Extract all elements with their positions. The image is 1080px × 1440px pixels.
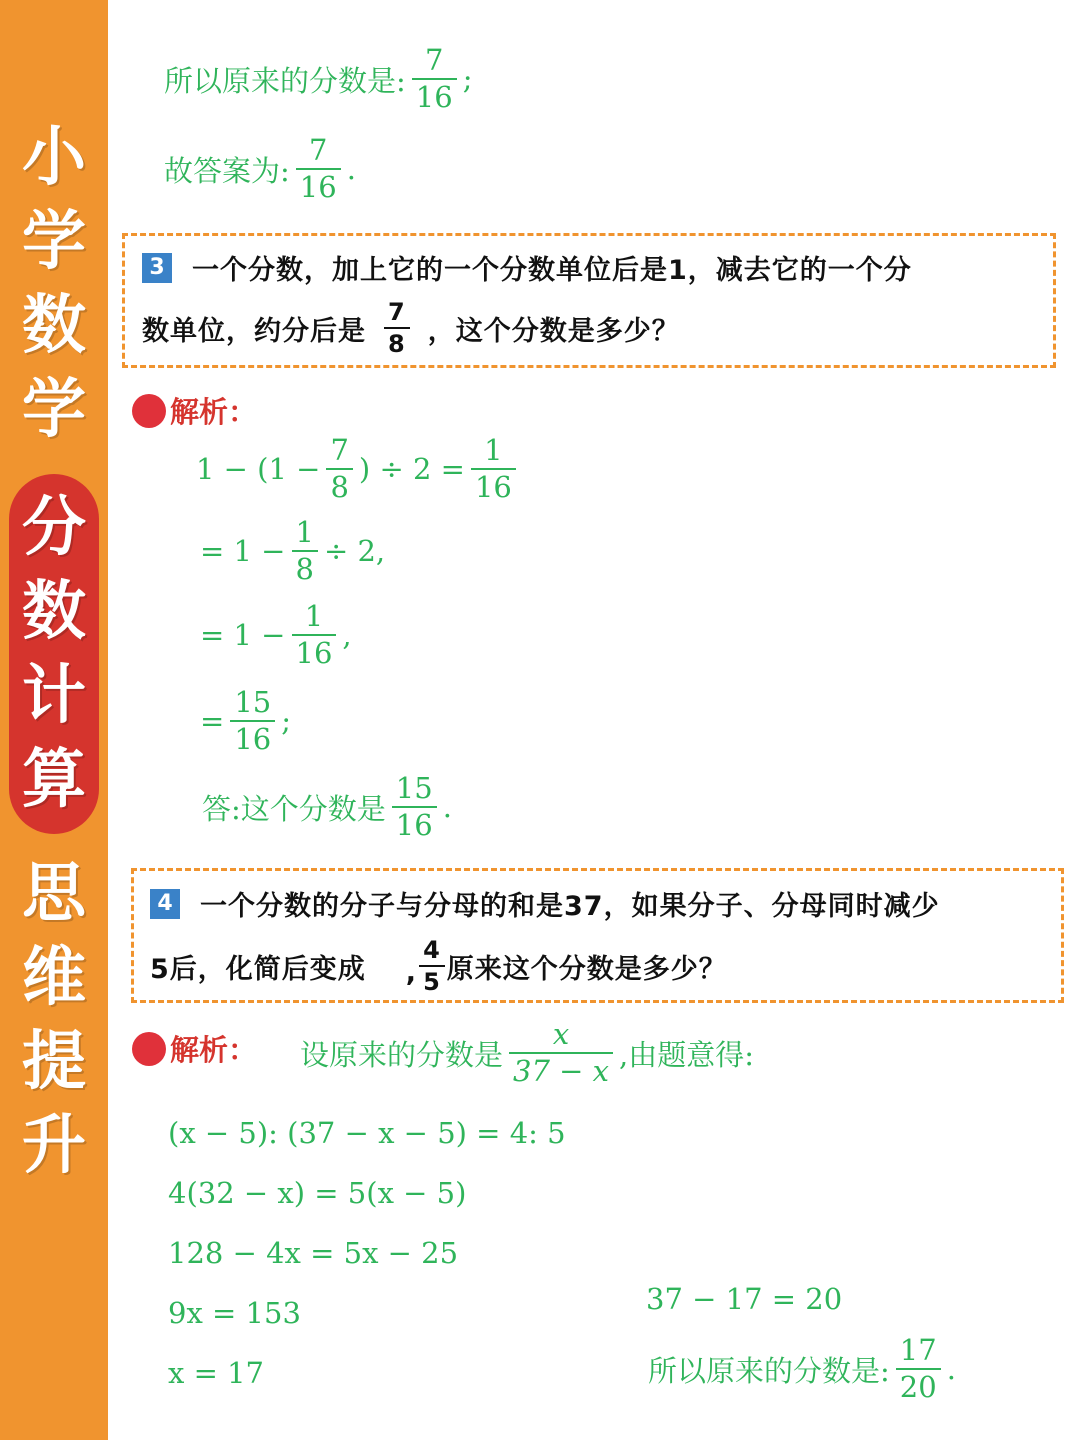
question-number-badge: 4 (150, 889, 180, 919)
sidebar-char: 升 (22, 1109, 86, 1183)
sidebar-char: 数 (22, 575, 86, 649)
math-text: = 1 − (200, 534, 286, 568)
analysis-3-answer (202, 771, 452, 842)
equation-text: x = 17 (168, 1356, 264, 1390)
question-3-line-2 (142, 300, 680, 356)
numerator: 15 (234, 685, 272, 719)
sidebar-title-pill (9, 486, 99, 822)
fraction (292, 515, 318, 586)
question-number-badge: 3 (142, 253, 172, 283)
numerator: 1 (304, 599, 324, 633)
fraction (392, 771, 437, 842)
denominator: 16 (392, 806, 437, 840)
numerator: x (552, 1017, 570, 1051)
final-answer-line (648, 1333, 956, 1404)
punctuation: . (442, 790, 452, 824)
denominator: 16 (296, 168, 341, 202)
numerator: 1 (295, 515, 314, 549)
numerator: 7 (388, 298, 406, 326)
fraction (296, 133, 341, 204)
analysis-4-intro (300, 1017, 755, 1088)
question-4-line-2 (150, 938, 727, 994)
fraction (230, 685, 275, 756)
punctuation: , (405, 957, 418, 988)
equation-1 (168, 1116, 566, 1150)
numerator: 7 (425, 43, 444, 77)
analysis-3-step-1 (196, 433, 522, 504)
analysis-label-text: 解析： (170, 395, 258, 429)
fraction (896, 1333, 941, 1404)
sidebar-char: 学 (22, 373, 86, 447)
prev-answer-line (164, 133, 356, 204)
equation-2 (168, 1176, 466, 1210)
denominator: 8 (326, 468, 352, 502)
prev-result-text: 所以原来的分数是: (164, 63, 406, 98)
prev-result-line (164, 43, 473, 114)
denominator: 16 (471, 468, 516, 502)
equation-3 (168, 1236, 458, 1270)
side-calculation (646, 1282, 842, 1316)
fraction (326, 433, 352, 504)
fraction (384, 300, 410, 356)
fraction (412, 43, 457, 114)
punctuation: . (946, 1352, 956, 1386)
sidebar (0, 0, 108, 1440)
fraction (292, 599, 337, 670)
equation-text: (x − 5): (37 − x − 5) = 4: 5 (168, 1116, 566, 1150)
red-dot-icon (132, 1032, 166, 1066)
analysis-3-step-3 (200, 599, 352, 670)
answer-text: 答:这个分数是 (202, 791, 386, 826)
question-text: 5后，化简后变成 (150, 953, 366, 985)
intro-text: ,由题意得: (619, 1037, 755, 1072)
analysis-3-step-2 (200, 515, 386, 586)
math-text: = (200, 704, 225, 738)
math-text: ) ÷ 2 = (358, 452, 465, 486)
question-4-line-1 (150, 884, 940, 923)
analysis-4-label (132, 1028, 257, 1069)
question-text: 一个分数，加上它的一个分数单位后是1，减去它的一个分 (192, 255, 912, 286)
fraction (471, 433, 516, 504)
punctuation: ; (462, 62, 473, 96)
sidebar-char: 维 (22, 941, 86, 1015)
numerator: 17 (899, 1333, 937, 1367)
sidebar-title-top (0, 116, 108, 452)
denominator: 37 − x (509, 1052, 613, 1086)
numerator: 15 (395, 771, 433, 805)
punctuation: . (346, 152, 356, 186)
denominator: 16 (230, 720, 275, 754)
equation-text: 9x = 153 (168, 1296, 301, 1330)
sidebar-char: 数 (22, 289, 86, 363)
answer-text: 所以原来的分数是: (648, 1353, 890, 1388)
numerator: 4 (423, 936, 441, 964)
equation-5 (168, 1356, 264, 1390)
analysis-3-step-4 (200, 685, 291, 756)
numerator: 7 (309, 133, 328, 167)
math-text: ; (281, 704, 291, 738)
question-text: ，这个分数是多少？ (427, 315, 680, 347)
denominator: 16 (292, 634, 337, 668)
sidebar-char: 算 (22, 743, 86, 817)
question-text: 一个分数的分子与分母的和是37，如果分子、分母同时减少 (200, 891, 940, 922)
fraction (509, 1017, 613, 1088)
sidebar-char: 分 (22, 491, 86, 565)
math-text: = 1 − (200, 618, 286, 652)
intro-text: 设原来的分数是 (300, 1037, 504, 1072)
sidebar-char: 提 (22, 1025, 86, 1099)
denominator: 20 (896, 1368, 941, 1402)
numerator: 7 (330, 433, 349, 467)
equation-text: 37 − 17 = 20 (646, 1282, 843, 1316)
sidebar-char: 小 (22, 121, 86, 195)
analysis-label-text: 解析： (170, 1033, 258, 1067)
denominator: 8 (292, 550, 318, 584)
question-text: 原来这个分数是多少？ (446, 953, 727, 985)
analysis-3-label (132, 390, 257, 431)
equation-text: 128 − 4x = 5x − 25 (168, 1236, 459, 1270)
equation-text: 4(32 − x) = 5(x − 5) (168, 1176, 467, 1210)
numerator: 1 (484, 433, 503, 467)
equation-4 (168, 1296, 301, 1330)
sidebar-char: 思 (22, 857, 86, 931)
math-text: , (342, 618, 352, 652)
sidebar-topic-pill (9, 474, 99, 834)
question-text: 数单位，约分后是 (142, 315, 366, 347)
math-text: ÷ 2, (323, 534, 386, 568)
red-dot-icon (132, 394, 166, 428)
math-text: 1 − (1 − (196, 452, 321, 486)
sidebar-title-bottom (0, 852, 108, 1188)
sidebar-char: 计 (22, 659, 86, 733)
question-3-line-1 (142, 248, 912, 287)
fraction (419, 938, 445, 994)
denominator: 16 (412, 78, 457, 112)
sidebar-char: 学 (22, 205, 86, 279)
denominator: 8 (384, 327, 410, 356)
denominator: 5 (419, 965, 445, 994)
prev-answer-text: 故答案为: (164, 153, 290, 188)
